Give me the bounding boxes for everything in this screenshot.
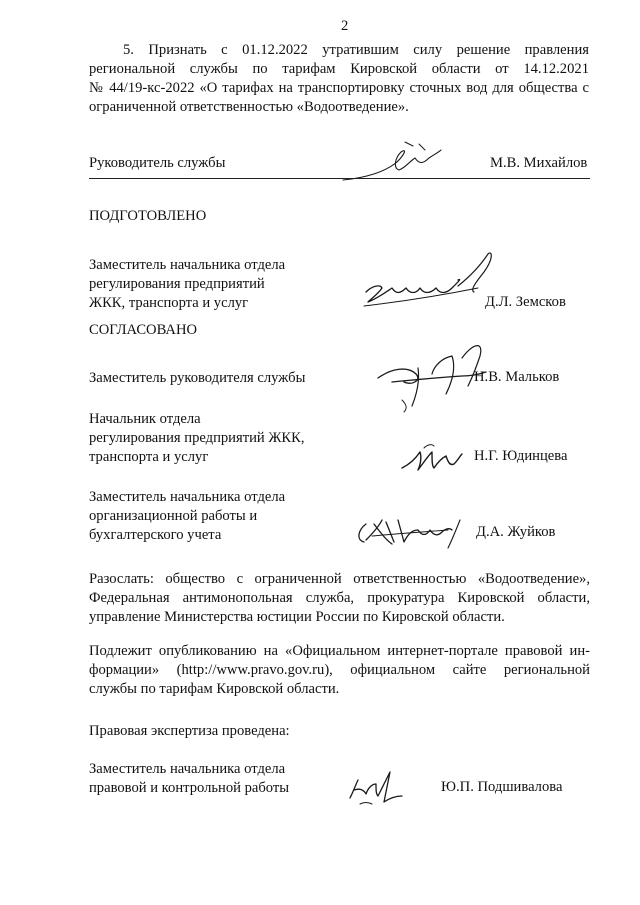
head-of-service-label: Руководитель службы [89,155,226,171]
prepared-heading: ПОДГОТОВЛЕНО [89,208,207,224]
signer-position [89,488,285,545]
position-line: Заместитель руководителя службы [89,370,306,386]
paragraph-line: службы по тарифам Кировской области. [89,681,340,697]
prepared-name: Д.Л. Земсков [485,294,566,310]
paragraph-line: управление Министерства юстиции России по Кировской области. [89,609,505,625]
signature-yudintseva [398,438,468,478]
signer-name: Н.Г. Юдинцева [474,448,568,464]
signer-name: Д.А. Жуйков [476,524,556,540]
paragraph-line: 5. Признать с 01.12.2022 утратившим силу решение правления [123,42,589,58]
signature-zemskov [358,248,498,318]
paragraph-line: Подлежит опубликованию на «Официальном интернет-портале правовой ин- [89,643,590,659]
item-5-paragraph [89,41,589,117]
position-line: регулирования предприятий [89,276,265,292]
paragraph-line: ограниченной ответственностью «Водоотведение». [89,99,409,115]
position-line: бухгалтерского учета [89,527,222,543]
position-line: транспорта и услуг [89,449,209,465]
paragraph-line: Федеральная антимонопольная служба, прокуратура Кировской области, [89,590,590,606]
signature-mikhailov [335,138,445,188]
page-number: 2 [341,18,349,34]
signer-name: Н.В. Мальков [474,369,560,385]
signer-position [89,410,305,467]
distribution-paragraph [89,570,590,627]
position-line: Начальник отдела [89,411,201,427]
prepared-position [89,256,285,313]
paragraph-line: Разослать: общество с ограниченной ответственностью «Водоотведение», [89,571,590,587]
head-of-service-name: М.В. Михайлов [490,155,588,171]
position-line: Заместитель начальника отдела [89,761,286,777]
signature-zhuykov [352,514,482,554]
publication-paragraph [89,642,590,699]
position-line: Заместитель начальника отдела [89,257,286,273]
paragraph-line: региональной службы по тарифам Кировской области от 14.12.2021 [89,61,589,77]
paragraph-line: формации» (http://www.pravo.gov.ru), официальном сайте региональной [89,662,590,678]
legal-review-position [89,760,289,798]
position-line: правовой и контрольной работы [89,780,290,796]
divider-line [89,178,590,179]
position-line: организационной работы и [89,508,258,524]
agreed-heading: СОГЛАСОВАНО [89,322,198,338]
legal-review-name: Ю.П. Подшивалова [441,779,563,795]
position-line: регулирования предприятий ЖКК, [89,430,305,446]
legal-review-heading: Правовая экспертиза проведена: [89,723,290,739]
paragraph-line: № 44/19-кс-2022 «О тарифах на транспортировку сточных вод для общества с [89,80,589,96]
signature-podshivalova [346,766,406,812]
position-line: ЖКК, транспорта и услуг [89,295,249,311]
position-line: Заместитель начальника отдела [89,489,286,505]
signer-position [89,369,305,388]
